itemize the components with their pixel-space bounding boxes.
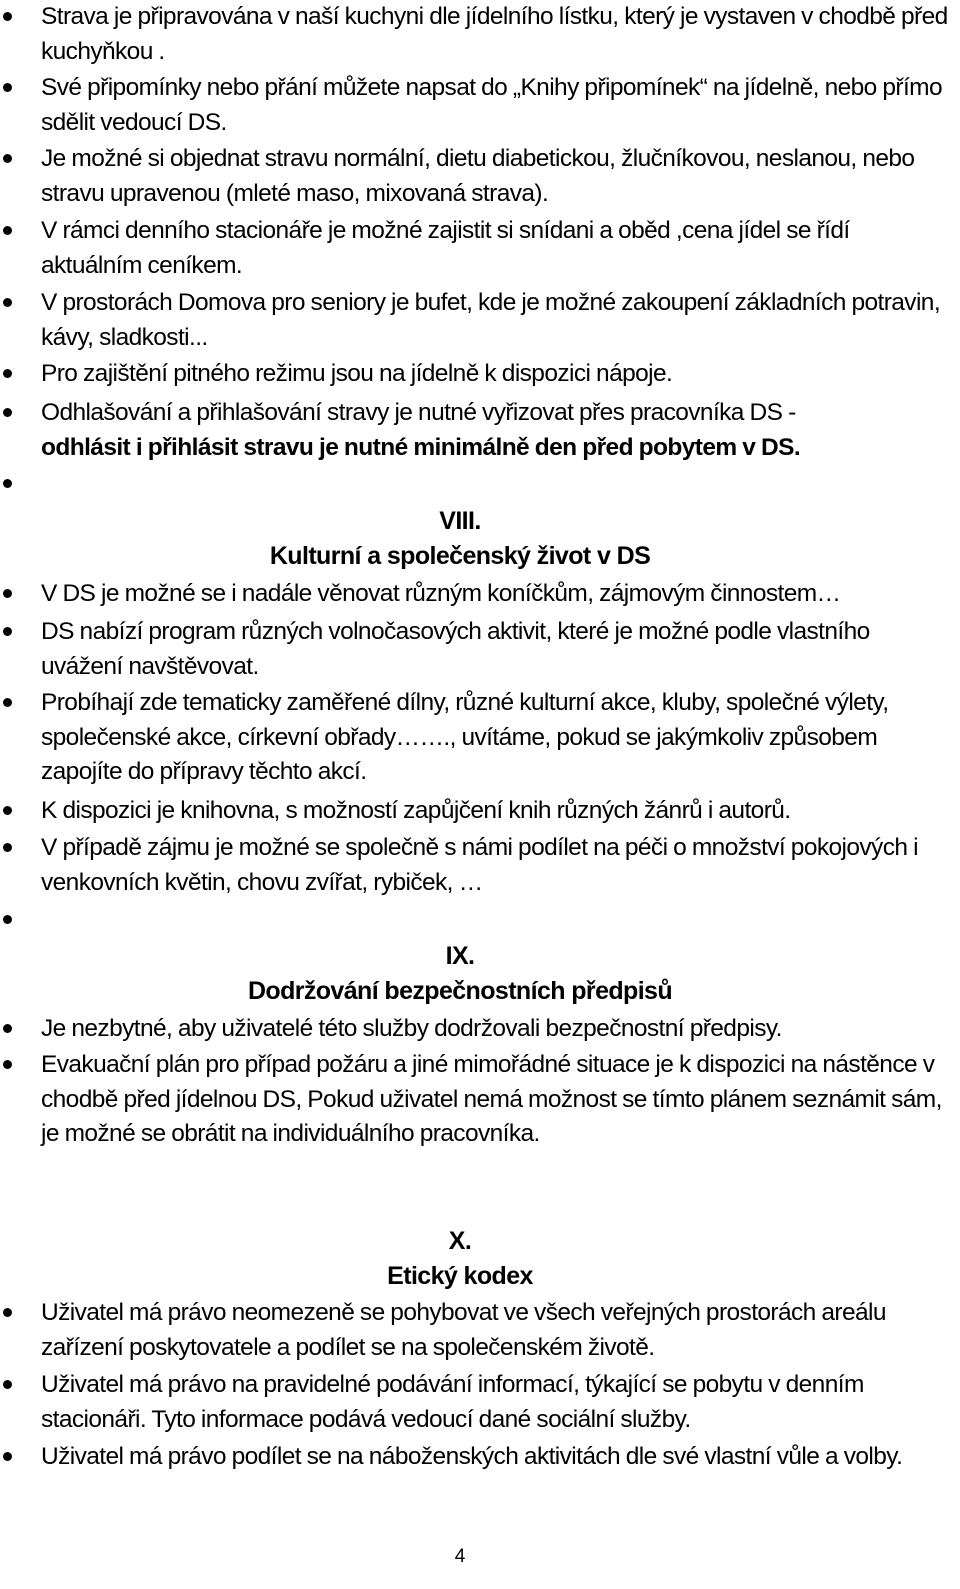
list-item [41,396,956,465]
list-item: V DS je možné se i nadále věnovat různým koníčkům, zájmovým činnostem… [41,580,841,607]
bullet-icon [3,698,12,707]
bullet-icon [3,915,12,924]
bullet-icon [3,1060,12,1069]
bullet-icon [3,408,12,417]
bullet-icon [3,589,12,598]
bullet-icon [3,12,12,21]
bullet-icon [3,806,12,815]
bullet-icon [3,479,12,488]
section-number: X. [448,1227,472,1255]
section-title: Etický kodex [387,1262,533,1290]
list-item: Uživatel má právo na pravidelné podávání informací, týkající se pobytu v denním stacionáři. Tyto informace podává vedoucí dané sociální služby. [41,1371,864,1433]
list-item: Pro zajištění pitného režimu jsou na jídelně k dispozici nápoje. [41,360,673,387]
list-item-text: Odhlašování a přihlašování stravy je nutné vyřizovat přes pracovníka DS - [41,399,796,426]
list-item: V případě zájmu je možné se společně s námi podílet na péči o množství pokojových i venkovních květin, chovu zvířat, rybiček, … [41,834,918,896]
bullet-icon [3,843,12,852]
list-item: Evakuační plán pro případ požáru a jiné mimořádné situace je k dispozici na nástěnce v chodbě před jídelnou DS, Pokud uživatel nemá možnost se tímto plánem seznámit sám, je možné se obrátit na individuálního pracovníka. [41,1051,942,1147]
bullet-icon [3,226,12,235]
bullet-icon [3,154,12,163]
bullet-icon [3,1380,12,1389]
list-item: Uživatel má právo podílet se na náboženských aktivitách dle své vlastní vůle a volby. [41,1443,903,1470]
list-item: V prostorách Domova pro seniory je bufet, kde je možné zakoupení základních potravin, kávy, sladkosti... [41,289,941,351]
list-item: Své připomínky nebo přání můžete napsat do „Knihy připomínek“ na jídelně, nebo přímo sdělit vedoucí DS. [41,74,943,136]
bullet-icon [3,1452,12,1461]
bullet-icon [3,298,12,307]
bullet-icon [3,369,12,378]
section-title: Dodržování bezpečnostních předpisů [247,977,673,1005]
page-number: 4 [454,1546,466,1567]
bullet-icon [3,1024,12,1033]
section-title: Kulturní a společenský život v DS [269,542,651,570]
section-number: VIII. [439,507,481,535]
list-item: Strava je připravována v naší kuchyni dle jídelního lístku, který je vystaven v chodbě před kuchyňkou . [41,3,948,65]
bullet-icon [3,83,12,92]
list-item: Je nezbytné, aby uživatelé této služby dodržovali bezpečnostní předpisy. [41,1015,782,1042]
list-item: Probíhají zde tematicky zaměřené dílny, různé kulturní akce, kluby, společné výlety, společenské akce, církevní obřady……., uvítáme, pokud se jakýmkoliv způsobem zapojíte do přípravy těchto akcí. [41,689,889,785]
list-item: Je možné si objednat stravu normální, dietu diabetickou, žlučníkovou, neslanou, nebo stravu upravenou (mleté maso, mixovaná strava). [41,145,915,207]
list-item: Uživatel má právo neomezeně se pohybovat ve všech veřejných prostorách areálu zařízení poskytovatele a podílet se na společenském životě. [41,1299,886,1361]
section-number: IX. [445,942,475,970]
bullet-icon [3,627,12,636]
list-item: V rámci denního stacionáře je možné zajistit si snídani a oběd ,cena jídel se řídí aktuálním ceníkem. [41,217,850,279]
list-item: K dispozici je knihovna, s možností zapůjčení knih různých žánrů i autorů. [41,797,791,824]
bullet-icon [3,1308,12,1317]
list-item: DS nabízí program různých volnočasových aktivit, které je možné podle vlastního uvážení navštěvovat. [41,618,870,680]
bold-notice: odhlásit i přihlásit stravu je nutné minimálně den před pobytem v DS. [41,433,801,461]
